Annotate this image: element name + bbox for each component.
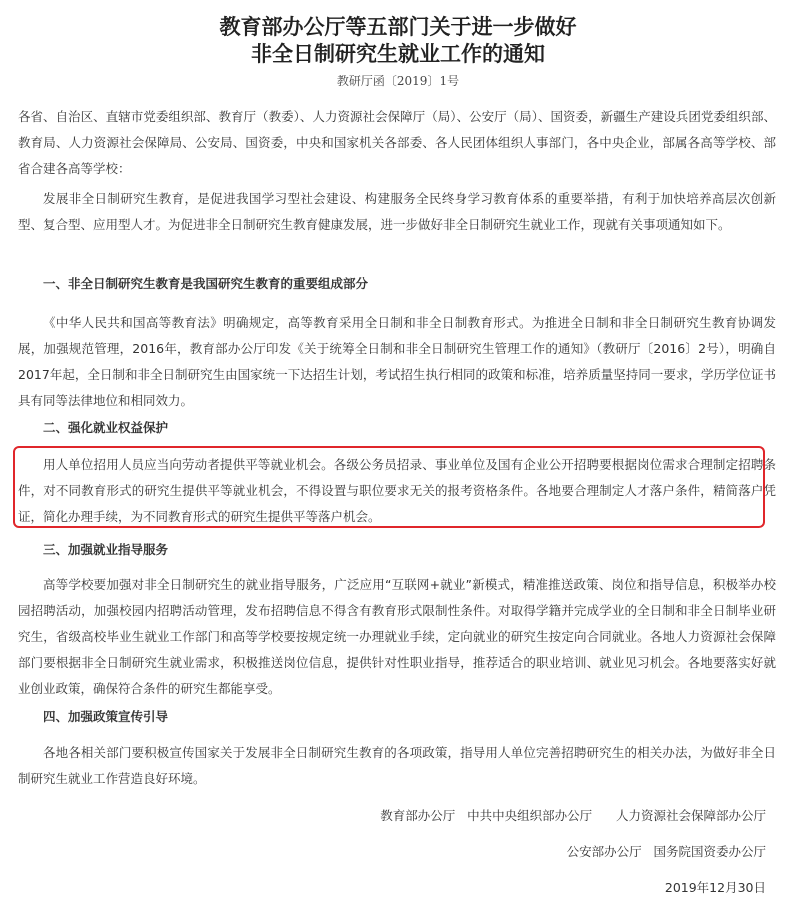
section-3-body: 高等学校要加强对非全日制研究生的就业指导服务，广泛应用“互联网+就业”新模式，精准推送政策、岗位和指导信息，积极举办校园招聘活动，加强校园内招聘活动管理，发布招聘信息不得含有教育形式限制性条件。对取得学籍并完成学业的全日制和非全日制毕业研究生，省级高校毕业生就业工作部门和高等学校要按规定统一办理就业手续，定向就业的研究生按定向合同就业。各地人力资源社会保障部门要根据非全日制研究生就业需求，积极推送岗位信息，提供针对性职业指导，推荐适合的职业培训、就业见习机会。各地要落实好就业创业政策，确保符合条件的研究生都能享受。 [18,577,776,696]
section-4-body: 各地各相关部门要积极宣传国家关于发展非全日制研究生教育的各项政策，指导用人单位完善招聘研究生的相关办法，为做好非全日制研究生就业工作营造良好环境。 [18,745,776,786]
section-3-heading: 三、加强就业指导服务 [43,542,169,557]
signature-line-1: 教育部办公厅 中共中央组织部办公厅 人力资源社会保障部办公厅 [380,808,766,823]
section-4-heading: 四、加强政策宣传引导 [43,709,169,724]
section-1-body: 《中华人民共和国高等教育法》明确规定，高等教育采用全日制和非全日制教育形式。为推进全日制和非全日制研究生教育协调发展，加强规范管理，2016年，教育部办公厅印发《关于统筹全日制和非全日制研究生管理工作的通知》（教研厅〔2016〕2号），明确自2017年起，全日制和非全日制研究生由国家统一下达招生计划，考试招生执行相同的政策和标准，培养质量坚持同一要求，学历学位证书具有同等法律地位和相同效力。 [18,315,776,408]
section-2-heading: 二、强化就业权益保护 [43,420,169,435]
signature-date: 2019年12月30日 [664,880,766,895]
document-number: 教研厅函〔2019〕1号 [336,74,460,88]
signature-line-2: 公安部办公厅 国务院国资委办公厅 [566,844,766,859]
document-title-line1: 教育部办公厅等五部门关于进一步做好 [219,14,577,39]
section-1-heading: 一、非全日制研究生教育是我国研究生教育的重要组成部分 [43,276,369,291]
addressees-paragraph: 各省、自治区、直辖市党委组织部、教育厅（教委）、人力资源社会保障厅（局）、公安厅（局）、国资委，新疆生产建设兵团党委组织部、教育局、人力资源社会保障局、公安局、国资委，中央和国家机关各部委、各人民团体组织人事部门，各中央企业，部属各高等学校、部省合建各高等学校： [18,109,776,176]
intro-paragraph: 发展非全日制研究生教育，是促进我国学习型社会建设、构建服务全民终身学习教育体系的重要举措，有利于加快培养高层次创新型、复合型、应用型人才。为促进非全日制研究生教育健康发展，进一步做好非全日制研究生就业工作，现就有关事项通知如下。 [18,191,776,232]
section-2-body: 用人单位招用人员应当向劳动者提供平等就业机会。各级公务员招录、事业单位及国有企业公开招聘要根据岗位需求合理制定招聘条件，对不同教育形式的研究生提供平等就业机会，不得设置与职位要求无关的报考资格条件。各地要合理制定人才落户条件，精简落户凭证，简化办理手续，为不同教育形式的研究生提供平等落户机会。 [18,457,776,524]
document-title-line2: 非全日制研究生就业工作的通知 [251,41,545,66]
